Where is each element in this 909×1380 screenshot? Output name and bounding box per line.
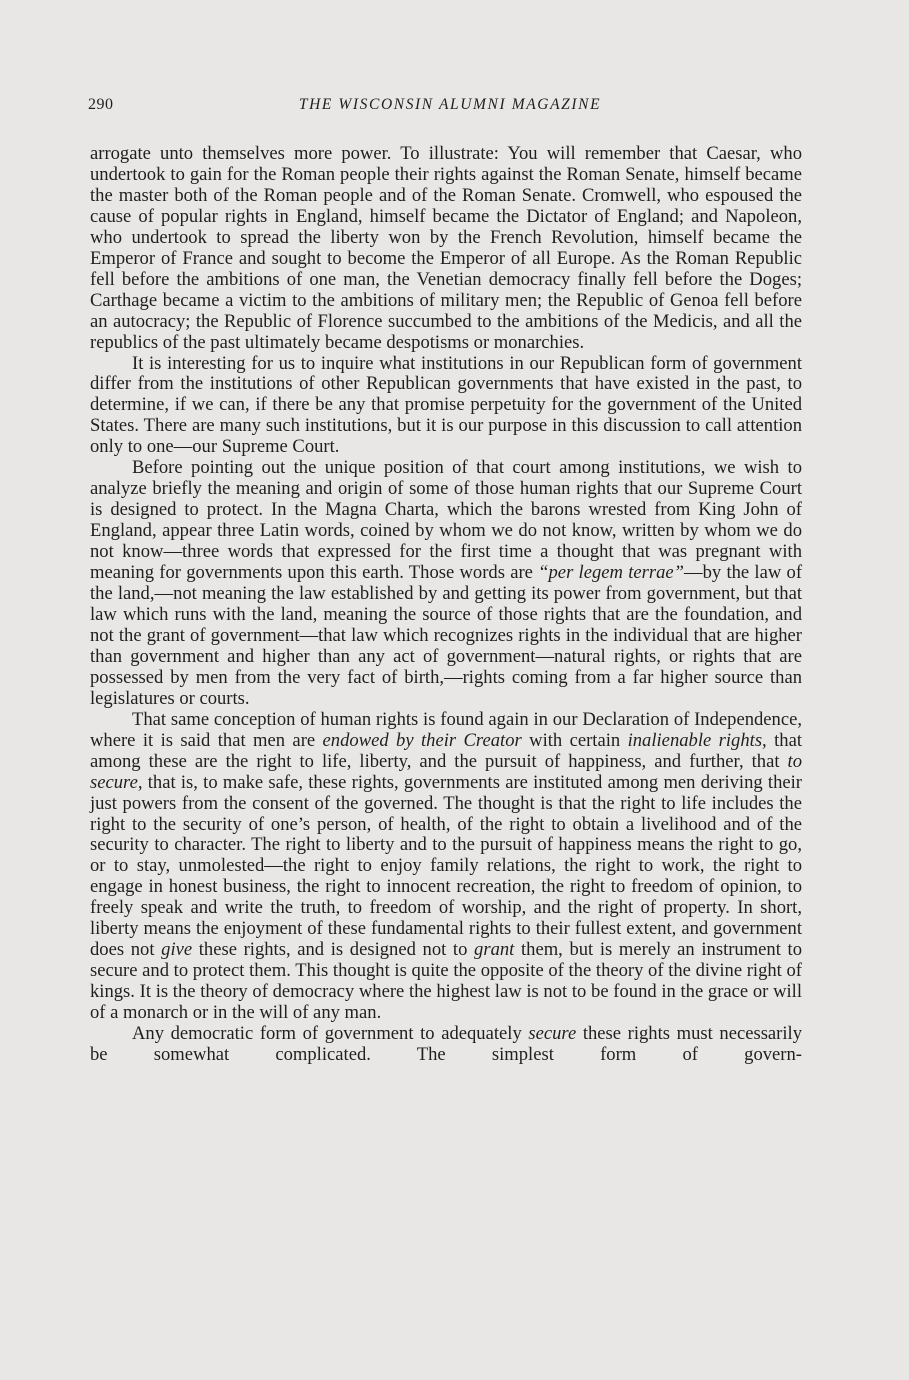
italic-text-run: endowed by their Creator (322, 729, 522, 751)
italic-text-run: “per legem terrae” (538, 562, 684, 584)
text-run: Any democratic form of government to adequately (132, 1023, 529, 1045)
text-run: arrogate unto themselves more power. To illustrate: You will remember that Caesar, who undertook to gain for the Roman people their rights against the Roman Senate, himself became the master both of the Roman people and of the Roman Senate. Cromwell, who espoused the cause of popular rights in England, himself became the Dictator of England; and Napoleon, who undertook to spread the liberty won by the French Revolution, himself became the Emperor of France and sought to become the Emperor of all Europe. As the Roman Republic fell before the ambitions of one man, the Venetian democracy finally fell before the Doges; Carthage became a victim to the ambitions of military men; the Republic of Genoa fell before an autocracy; the Republic of Florence succumbed to the ambitions of the Medicis, and all the republics of the past ultimately became despotisms or monarchies. (90, 143, 802, 353)
text-run: these rights, and is designed not to (192, 939, 475, 961)
text-run: with certain (521, 729, 628, 751)
italic-text-run: give (161, 939, 193, 961)
italic-text-run: inalienable rights, (627, 729, 767, 751)
article-body (90, 144, 802, 1066)
text-run: That same conception of human rights is found again in our Declaration of Independence, where it is said that men are (90, 708, 802, 751)
journal-title: THE WISCONSIN ALUMNI MAGAZINE (298, 96, 602, 113)
paragraph (90, 458, 802, 709)
running-head (88, 96, 812, 118)
italic-text-run: secure (528, 1023, 577, 1045)
italic-text-run: to secure, (90, 750, 802, 793)
page-number: 290 (88, 96, 114, 113)
text-run: It is interesting for us to inquire what institutions in our Republican form of government differ from the institutions of other Republican governments that have existed in the past, to determine, if we can, if there be any that promise perpetuity for the government of the United States. There are many such institutions, but it is our purpose in this discussion to call attention only to one—our Supreme Court. (90, 352, 802, 458)
paragraph (90, 710, 802, 1024)
paragraph (90, 354, 802, 459)
text-run: them, but is merely an instrument to secure and to protect them. This thought is quite the opposite of the theory of the divine right of kings. It is the theory of democracy where the highest law is not to be found in the grace or will of a monarch or in the will of any man. (90, 939, 803, 1024)
paragraph (90, 144, 802, 354)
text-run: these rights must necessarily be somewhat complicated. The simplest form of govern- (90, 1023, 803, 1065)
text-run: that among these are the right to life, liberty, and the pursuit of happiness, and further, that (90, 729, 802, 772)
text-run: that is, to make safe, these rights, governments are instituted among men deriving their just powers from the consent of the governed. The thought is that the right to life includes the right to the security of one’s person, of health, of the right to obtain a livelihood and of the security to character. The right to liberty and to the pursuit of happiness means the right to go, or to stay, unmolested—the right to enjoy family relations, the right to work, the right to engage in honest business, the right to innocent recreation, the right to freedom of opinion, to freely speak and write the truth, to freedom of worship, and the right of property. In short, liberty means the enjoyment of these fundamental rights to their fullest extent, and government does not (90, 771, 802, 961)
paragraph (90, 1024, 802, 1066)
italic-text-run: grant (474, 939, 515, 961)
text-run: —by the law of the land,—not meaning the law established by and getting its power from government, but that law which runs with the land, meaning the source of those rights that are the foundation, and not the grant of government—that law which recognizes rights in the individual that are higher than government and higher than any act of government—natural rights, or rights that are possessed by men from the very fact of birth,—rights coming from a far higher source than legislatures or courts. (90, 562, 803, 709)
text-run: Before pointing out the unique position of that court among institutions, we wish to analyze briefly the meaning and origin of some of those human rights that our Supreme Court is designed to protect. In the Magna Charta, which the barons wrested from King John of England, appear three Latin words, coined by whom we do not know, written by whom we do not know—three words that expressed for the first time a thought that was pregnant with meaning for governments upon this earth. Those words are (90, 457, 802, 584)
